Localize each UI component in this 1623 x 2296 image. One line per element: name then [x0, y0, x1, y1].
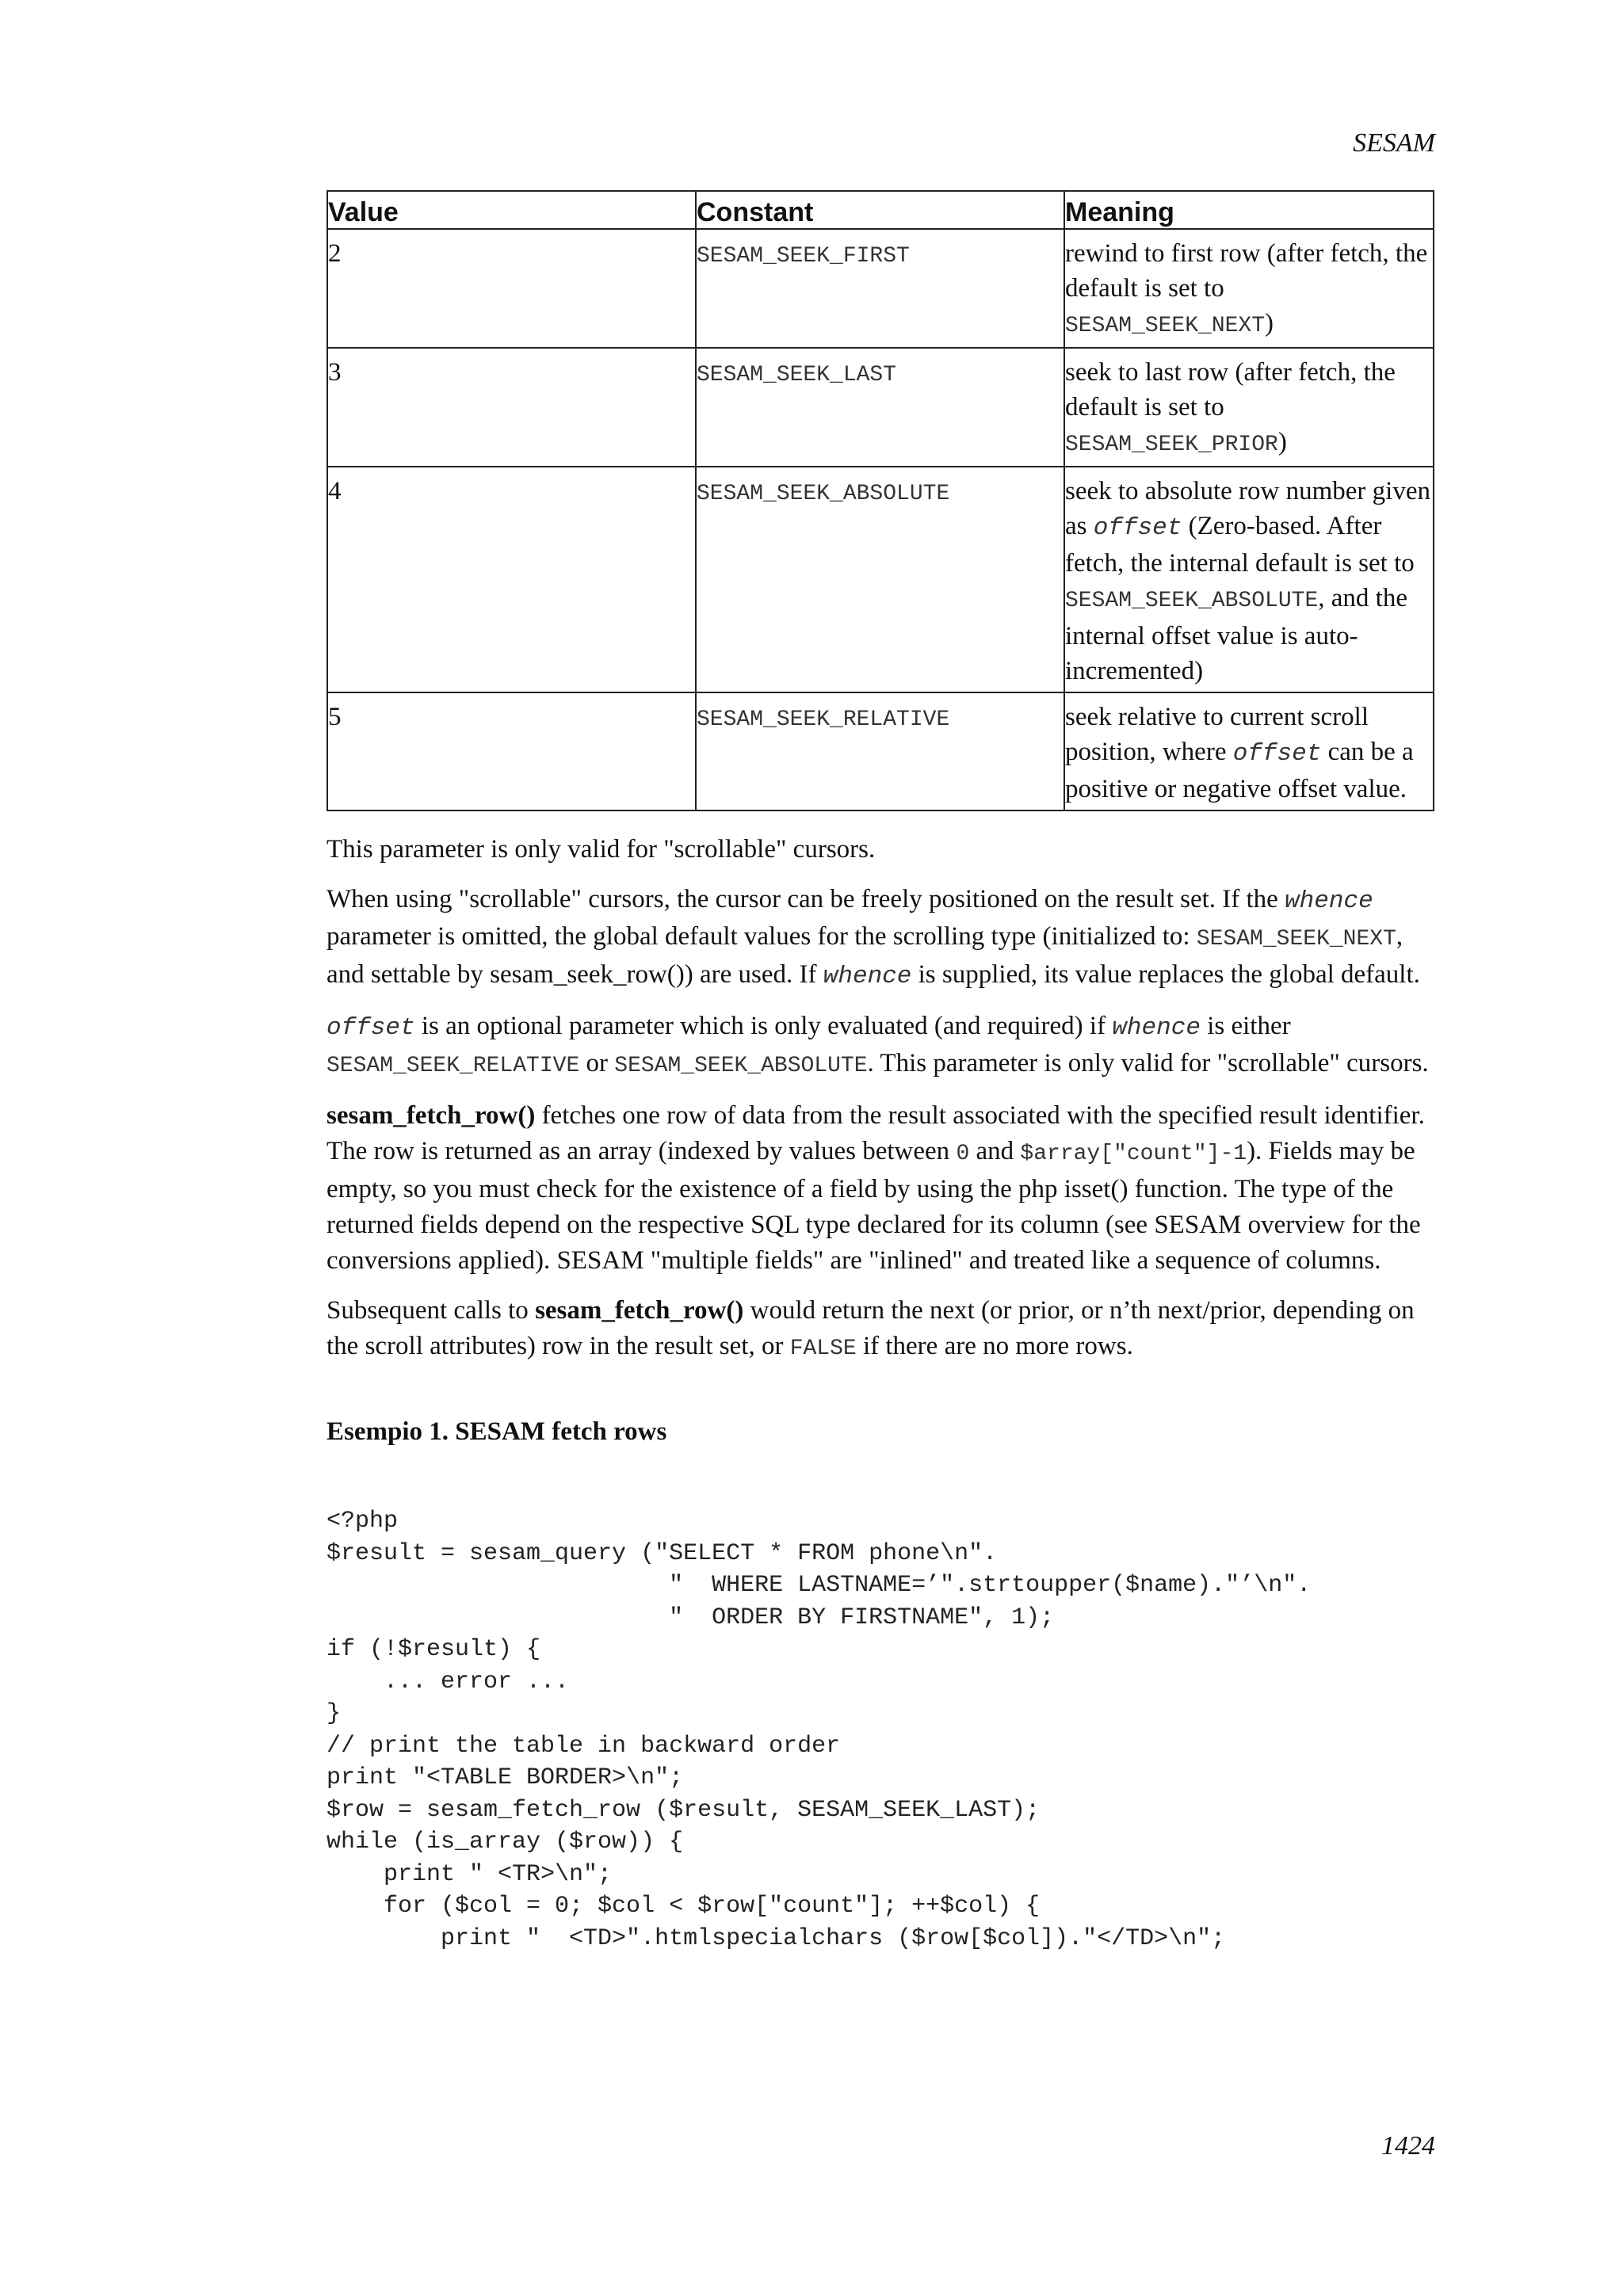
running-header: SESAM	[1353, 128, 1435, 158]
meaning-text: )	[1265, 309, 1274, 338]
column-header-value: Value	[327, 191, 696, 229]
meaning-text: seek relative to current scroll position, where	[1065, 703, 1369, 766]
constant-code: SESAM_SEEK_LAST	[697, 363, 897, 387]
meaning-text: seek to last row (after fetch, the default is set to	[1065, 358, 1396, 421]
constant-code: SESAM_SEEK_ABSOLUTE	[614, 1054, 868, 1078]
constants-table	[327, 190, 1434, 811]
meaning-text: rewind to first row (after fetch, the default is set to	[1065, 239, 1428, 303]
param-whence: whence	[1285, 887, 1373, 915]
example-title: Esempio 1. SESAM fetch rows	[327, 1417, 667, 1446]
table-row	[327, 692, 1434, 810]
cell-constant	[696, 348, 1064, 467]
meaning-code: SESAM_SEEK_NEXT	[1065, 314, 1266, 338]
table-header-row	[327, 191, 1434, 229]
code-listing: <?php $result = sesam_query ("SELECT * FROM phone\n". " WHERE LASTNAME=’".strtoupper($name)."’\n". " ORDER BY FIRSTNAME", 1); if (!$result) { ... error ... } // print the table in backward order print "<TABLE BORDER>\n"; $row = sesam_fetch_row ($result, SESAM_SEEK_LAST); while (is_array ($row)) { print " <TR>\n"; for ($col = 0; $col < $row["count"]; ++$col) { print " <TD>".htmlspecialchars ($row[$col])."</TD>\n";	[327, 1508, 1312, 1952]
page-content	[327, 190, 1434, 1955]
meaning-text: )	[1277, 428, 1287, 456]
cell-value: 2	[327, 229, 696, 348]
meaning-text: seek to absolute row number given as	[1065, 477, 1430, 540]
constant-code: SESAM_SEEK_RELATIVE	[327, 1054, 580, 1078]
cell-value: 3	[327, 348, 696, 467]
meaning-param: offset	[1093, 514, 1182, 542]
cell-constant	[696, 692, 1064, 810]
column-header-meaning: Meaning	[1064, 191, 1434, 229]
function-name: sesam_fetch_row()	[327, 1101, 536, 1130]
constant-code: SESAM_SEEK_RELATIVE	[697, 707, 950, 732]
page-number: 1424	[1381, 2131, 1435, 2161]
cell-constant	[696, 467, 1064, 692]
paragraph-fetch-row: sesam_fetch_row() fetches one row of data from the result associated with the specified result identifier. The row is returned as an array (indexed by values between 0 and $array["count"]-1). Fields may be empty, so you must check for the existence of a field by using the php isset() function. The type of the returned fields depend on the respective SQL type declared for its column (see SESAM overview for the conversions applied). SESAM "multiple fields" are "inlined" and treated like a sequence of columns.	[327, 1101, 1425, 1275]
column-header-constant: Constant	[696, 191, 1064, 229]
cell-meaning	[1064, 692, 1434, 810]
paragraph-scrollable-note: This parameter is only valid for "scrollable" cursors.	[327, 835, 876, 864]
paragraph-offset: offset is an optional parameter which is only evaluated (and required) if whence is either SESAM_SEEK_RELATIVE or SESAM_SEEK_ABSOLUTE. This parameter is only valid for "scrollable" cursors.	[327, 1012, 1429, 1078]
meaning-code: SESAM_SEEK_ABSOLUTE	[1065, 589, 1319, 613]
meaning-code: SESAM_SEEK_PRIOR	[1065, 433, 1278, 457]
paragraph-whence: When using "scrollable" cursors, the cursor can be freely positioned on the result set. If the whence parameter is omitted, the global default values for the scrolling type (initialized to: SESAM_SEEK_NEXT, and settable by sesam_seek_row()) are used. If whence is supplied, its value replaces the global default.	[327, 885, 1420, 990]
meaning-text: , and the internal offset value is auto-incremented)	[1065, 584, 1407, 685]
paragraph-subsequent-calls: Subsequent calls to sesam_fetch_row() would return the next (or prior, or n’th next/prior, depending on the scroll attributes) row in the result set, or FALSE if there are no more rows.	[327, 1296, 1415, 1361]
cell-value: 5	[327, 692, 696, 810]
table-row	[327, 467, 1434, 692]
inline-code: FALSE	[789, 1337, 857, 1361]
constant-code: SESAM_SEEK_NEXT	[1196, 927, 1396, 952]
table-row	[327, 229, 1434, 348]
cell-meaning	[1064, 229, 1434, 348]
meaning-text: can be a positive or negative offset value.	[1065, 738, 1414, 803]
param-whence: whence	[1112, 1014, 1201, 1042]
constant-code: SESAM_SEEK_FIRST	[697, 244, 910, 269]
table-row	[327, 348, 1434, 467]
cell-meaning	[1064, 467, 1434, 692]
param-offset: offset	[327, 1014, 415, 1042]
meaning-param: offset	[1232, 740, 1322, 768]
inline-code: $array["count"]-1	[1020, 1142, 1247, 1166]
inline-code: 0	[956, 1142, 970, 1166]
cell-meaning	[1064, 348, 1434, 467]
cell-value: 4	[327, 467, 696, 692]
param-whence: whence	[823, 963, 912, 990]
meaning-text: (Zero-based. After fetch, the internal default is set to	[1065, 512, 1415, 578]
cell-constant	[696, 229, 1064, 348]
constant-code: SESAM_SEEK_ABSOLUTE	[697, 482, 950, 506]
function-name: sesam_fetch_row()	[535, 1296, 744, 1325]
